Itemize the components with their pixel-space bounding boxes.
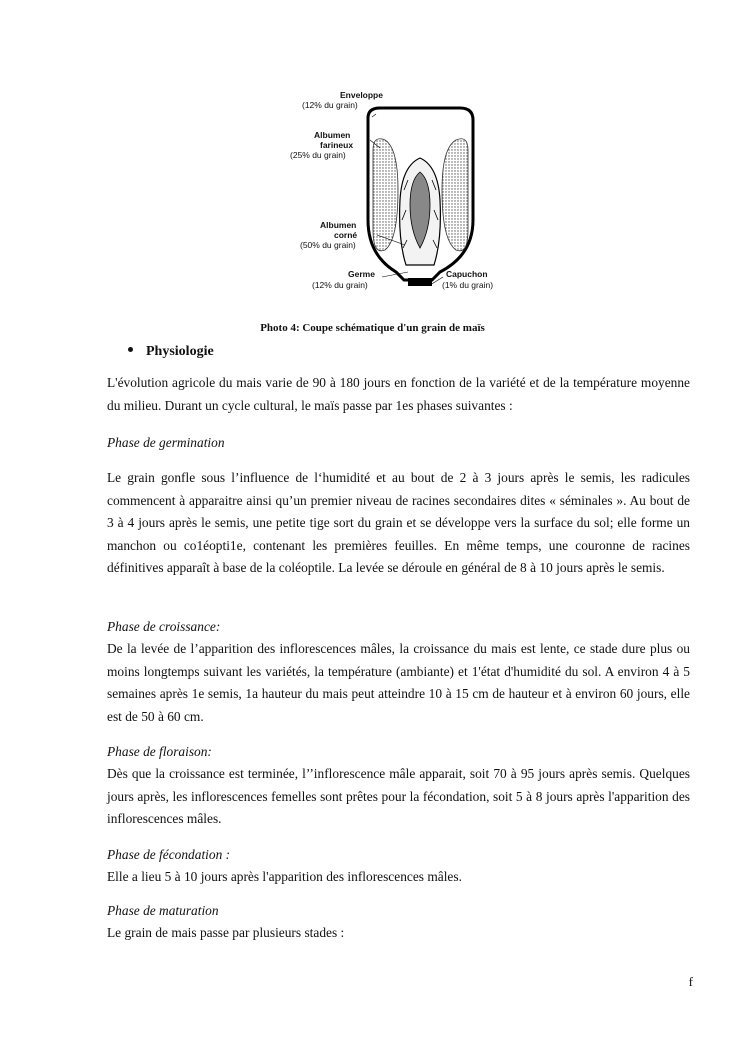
figure-caption: Photo 4: Coupe schématique d'un grain de maïs [260,322,485,334]
label-albumen-corne-pct: (50% du grain) [300,240,356,250]
grain-cross-section [280,80,520,300]
label-germe-pct: (12% du grain) [312,280,368,290]
capuchon [408,278,432,286]
paragraph-intro: L'évolution agricole du mais varie de 90 à 180 jours en fonction de la variété et de la température moyenne du milieu. Durant un cycle cultural, le maïs passe par 1es phases suivantes : [107,375,690,413]
paragraph-germination: Le grain gonfle sous l’influence de l‘humidité et au bout de 2 à 3 jours après le semis, les radicules commencent à apparaitre ainsi qu’un premier niveau de racines secondaires dites « séminales ». Au bout de 3 à 4 jours après le semis, une petite tige sort du grain et se développe vers la surface du sol; elle forme un manchon ou co1éopti1e, contenant les premières feuilles. En même temps, une couronne de racines définitives apparaît à base de la coléoptile. La levée se déroule en général de 8 à 10 jours après le semis. [107,470,690,575]
paragraph-croissance: De la levée de l’apparition des inflorescences mâles, la croissance du mais est lente, ce stade dure plus ou moins longtemps suivant les variétés, la température (ambiante) et 1'état d'humidité du sol. A environ 4 à 5 semaines après 1e semis, 1a hauteur du mais peut atteindre 10 à 15 cm de hauteur et à environ 60 jours, elle est de 50 à 60 cm. [107,641,690,724]
label-germe: Germe [348,269,375,279]
label-albumen-corne: Albumen [320,220,357,230]
paragraph-floraison: Dès que la croissance est terminée, l’’inflorescence mâle apparait, soit 70 à 95 jours après semis. Quelques jours après, les inflorescences femelles sont prêtes pour la fécondation, soit 5 à 8 jours après l'apparition des inflorescences mâles. [107,766,690,826]
heading-croissance: Phase de croissance: [107,619,221,634]
heading-maturation: Phase de maturation [107,903,219,918]
heading-fecondation: Phase de fécondation : [107,847,231,862]
label-albumen-farineux: Albumen [314,130,351,140]
section-bullet [128,344,214,360]
bullet-icon [128,347,133,352]
label-albumen-corne-2: corné [334,230,358,240]
page-number: f [688,974,693,989]
maize-grain-diagram [280,80,520,300]
paragraph-fecondation: Elle a lieu 5 à 10 jours après l'apparition des inflorescences mâles. [107,869,462,884]
label-albumen-farineux-2: farineux [320,140,354,150]
label-enveloppe: Enveloppe [340,90,383,100]
heading-floraison: Phase de floraison: [107,744,212,759]
label-albumen-farineux-pct: (25% du grain) [290,150,346,160]
paragraph-maturation: Le grain de mais passe par plusieurs stades : [107,925,345,940]
section-title: Physiologie [146,344,214,359]
label-capuchon: Capuchon [446,269,488,279]
heading-germination: Phase de germination [107,435,225,450]
label-enveloppe-pct: (12% du grain) [302,100,358,110]
label-capuchon-pct: (1% du grain) [442,280,494,290]
